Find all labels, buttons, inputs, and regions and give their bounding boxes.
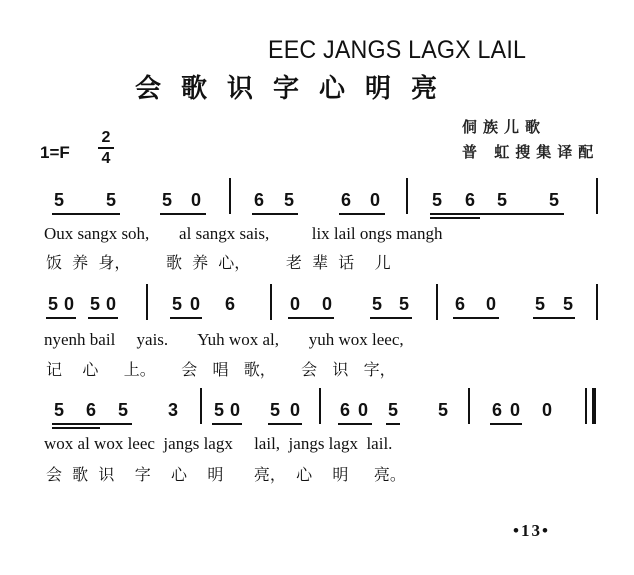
beam bbox=[252, 213, 298, 215]
note: 5 bbox=[372, 294, 383, 314]
barline bbox=[270, 284, 272, 320]
note: 6 bbox=[340, 400, 351, 420]
beam-double bbox=[430, 217, 480, 219]
barline bbox=[406, 178, 408, 214]
page-number: •13• bbox=[513, 521, 550, 540]
beam bbox=[370, 317, 412, 319]
chinese-title: 会歌识字心明亮 bbox=[135, 74, 458, 104]
note: 5 bbox=[497, 190, 508, 210]
note: 0 bbox=[290, 294, 301, 314]
final-barline-thick bbox=[592, 388, 596, 424]
note: 0 bbox=[106, 294, 117, 314]
beam bbox=[453, 317, 499, 319]
collector-credit: 普 虹搜集译配 bbox=[462, 143, 600, 161]
note: 6 bbox=[492, 400, 503, 420]
note: 0 bbox=[191, 190, 202, 210]
lyric-line: Oux sangx soh, al sangx sais, lix lail ongs mangh bbox=[44, 224, 443, 243]
note: 5 bbox=[162, 190, 173, 210]
barline bbox=[596, 178, 598, 214]
hanzi-line: 饭 养 身， 歌 养 心， 老 辈 话 儿 bbox=[46, 253, 391, 272]
note: 0 bbox=[358, 400, 369, 420]
beam bbox=[288, 317, 334, 319]
note: 6 bbox=[225, 294, 236, 314]
note: 5 bbox=[284, 190, 295, 210]
note: 0 bbox=[64, 294, 75, 314]
hanzi-line: 会 歌 识 字 心 明 亮， 心 明 亮。 bbox=[46, 465, 406, 484]
lyric-line: nyenh bail yais. Yuh wox al, yuh wox leec, bbox=[44, 330, 404, 349]
beam bbox=[46, 317, 76, 319]
note: 0 bbox=[322, 294, 333, 314]
note: 6 bbox=[455, 294, 466, 314]
barline bbox=[319, 388, 321, 424]
lyric-line: wox al wox leec jangs lagx lail, jangs lagx lail. bbox=[44, 434, 393, 453]
beam bbox=[338, 423, 372, 425]
beam bbox=[212, 423, 242, 425]
note: 3 bbox=[168, 400, 179, 420]
note: 5 bbox=[106, 190, 117, 210]
time-signature bbox=[98, 130, 114, 167]
hanzi-line: 记 心 上。 会 唱 歌， 会 识 字， bbox=[46, 360, 396, 379]
genre-label: 侗族儿歌 bbox=[462, 118, 547, 136]
barline bbox=[436, 284, 438, 320]
beam bbox=[268, 423, 302, 425]
beam-double bbox=[52, 427, 100, 429]
beam bbox=[430, 213, 564, 215]
key-signature: 1=F bbox=[40, 143, 70, 162]
note: 6 bbox=[465, 190, 476, 210]
beam bbox=[52, 423, 132, 425]
note: 5 bbox=[563, 294, 574, 314]
beam bbox=[88, 317, 118, 319]
final-barline-thin bbox=[585, 388, 587, 424]
note: 0 bbox=[510, 400, 521, 420]
barline bbox=[596, 284, 598, 320]
note: 5 bbox=[549, 190, 560, 210]
note: 6 bbox=[254, 190, 265, 210]
beam bbox=[52, 213, 120, 215]
note: 6 bbox=[86, 400, 97, 420]
beam bbox=[533, 317, 575, 319]
time-signature-bar bbox=[98, 147, 114, 149]
note: 5 bbox=[90, 294, 101, 314]
note: 5 bbox=[432, 190, 443, 210]
barline bbox=[200, 388, 202, 424]
beam bbox=[170, 317, 202, 319]
note: 0 bbox=[370, 190, 381, 210]
note: 5 bbox=[214, 400, 225, 420]
barline bbox=[468, 388, 470, 424]
beam bbox=[160, 213, 206, 215]
note: 5 bbox=[270, 400, 281, 420]
beam bbox=[386, 423, 400, 425]
barline bbox=[229, 178, 231, 214]
note: 5 bbox=[438, 400, 449, 420]
note: 5 bbox=[388, 400, 399, 420]
note: 5 bbox=[48, 294, 59, 314]
note: 6 bbox=[341, 190, 352, 210]
note: 5 bbox=[172, 294, 183, 314]
time-signature-top: 2 bbox=[101, 129, 111, 146]
note: 5 bbox=[118, 400, 129, 420]
beam bbox=[339, 213, 385, 215]
note: 0 bbox=[190, 294, 201, 314]
beam bbox=[490, 423, 522, 425]
note: 0 bbox=[230, 400, 241, 420]
dong-title: EEC JANGS LAGX LAIL bbox=[268, 36, 527, 64]
note: 5 bbox=[54, 400, 65, 420]
note: 0 bbox=[290, 400, 301, 420]
note: 5 bbox=[54, 190, 65, 210]
note: 5 bbox=[535, 294, 546, 314]
note: 0 bbox=[542, 400, 553, 420]
time-signature-bottom: 4 bbox=[101, 150, 111, 167]
note: 5 bbox=[399, 294, 410, 314]
barline bbox=[146, 284, 148, 320]
note: 0 bbox=[486, 294, 497, 314]
